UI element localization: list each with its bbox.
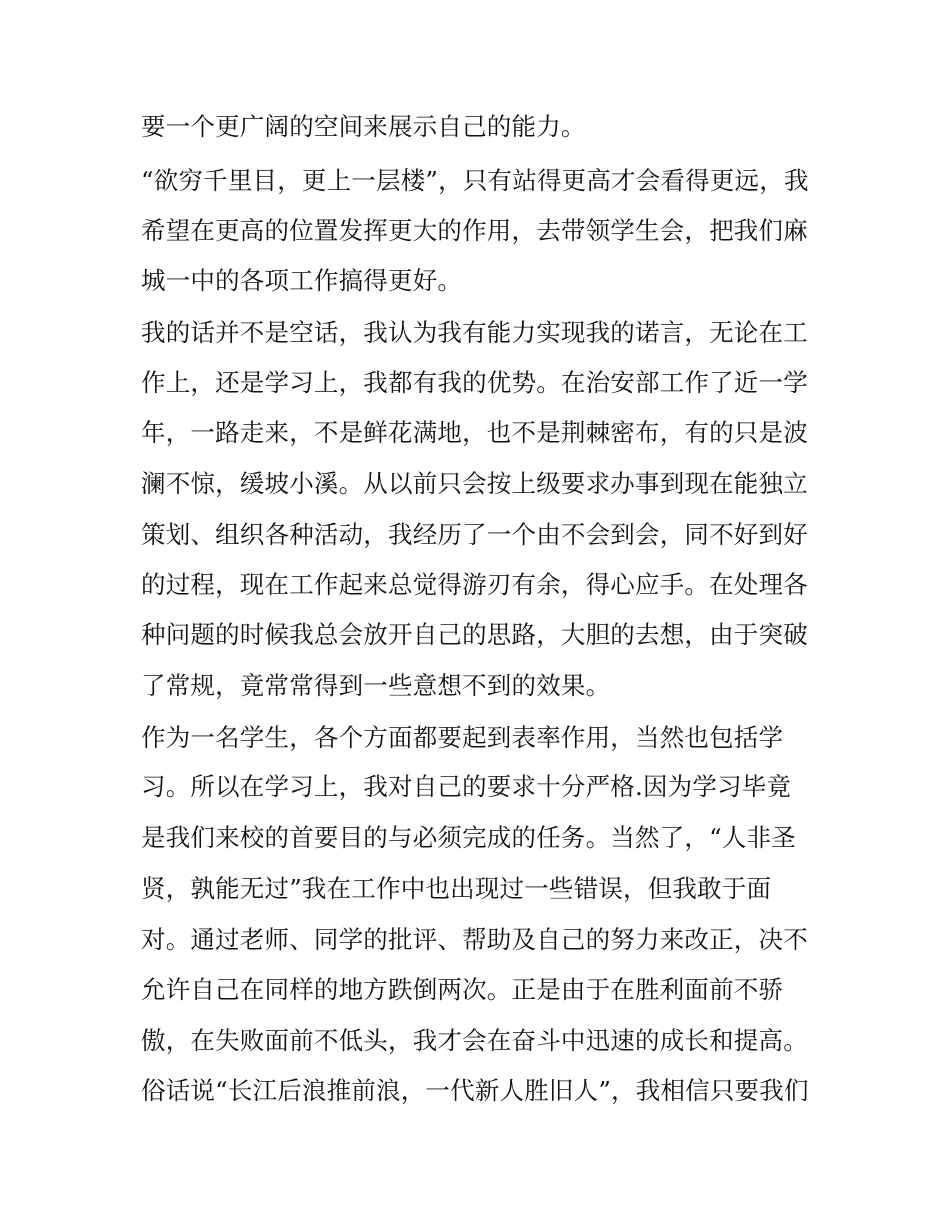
text-line: 贤，孰能无过”我在工作中也出现过一些错误，但我敢于面	[141, 874, 772, 903]
text-line: 俗话说“长江后浪推前浪，一代新人胜旧人”，我相信只要我们	[141, 1076, 809, 1105]
text-line: “欲穷千里目，更上一层楼”，只有站得更高才会看得更远，我	[141, 166, 809, 195]
text-line: 对。通过老师、同学的批评、帮助及自己的努力来改正，决不	[141, 925, 808, 954]
text-line: 我的话并不是空话，我认为我有能力实现我的诺言，无论在工	[141, 318, 808, 347]
text-line: 澜不惊，缓坡小溪。从以前只会按上级要求办事到现在能独立	[141, 469, 808, 498]
text-line: 要一个更广阔的空间来展示自己的能力。	[141, 112, 586, 141]
text-line: 年，一路走来，不是鲜花满地，也不是荆棘密布，有的只是波	[141, 418, 808, 447]
text-line: 允许自己在同样的地方跌倒两次。正是由于在胜利面前不骄	[141, 975, 784, 1004]
text-line: 城一中的各项工作搞得更好。	[141, 266, 463, 295]
text-line: 了常规，竟常常得到一些意想不到的效果。	[141, 671, 611, 700]
text-line: 作为一名学生，各个方面都要起到表率作用，当然也包括学	[141, 723, 784, 752]
text-line: 习。所以在学习上，我对自己的要求十分严格.因为学习毕竟	[141, 772, 792, 801]
text-line: 傲，在失败面前不低头，我才会在奋斗中迅速的成长和提高。	[141, 1026, 808, 1055]
text-line: 的过程，现在工作起来总觉得游刃有余，得心应手。在处理各	[141, 570, 808, 599]
text-line: 策划、组织各种活动，我经历了一个由不会到会，同不好到好	[141, 520, 808, 549]
text-line: 作上，还是学习上，我都有我的优势。在治安部工作了近一学	[141, 368, 808, 397]
text-line: 种问题的时候我总会放开自己的思路，大胆的去想，由于突破	[141, 620, 808, 649]
text-line: 希望在更高的位置发挥更大的作用，去带领学生会，把我们麻	[141, 216, 808, 245]
text-line: 是我们来校的首要目的与必须完成的任务。当然了，“人非圣	[141, 823, 796, 852]
